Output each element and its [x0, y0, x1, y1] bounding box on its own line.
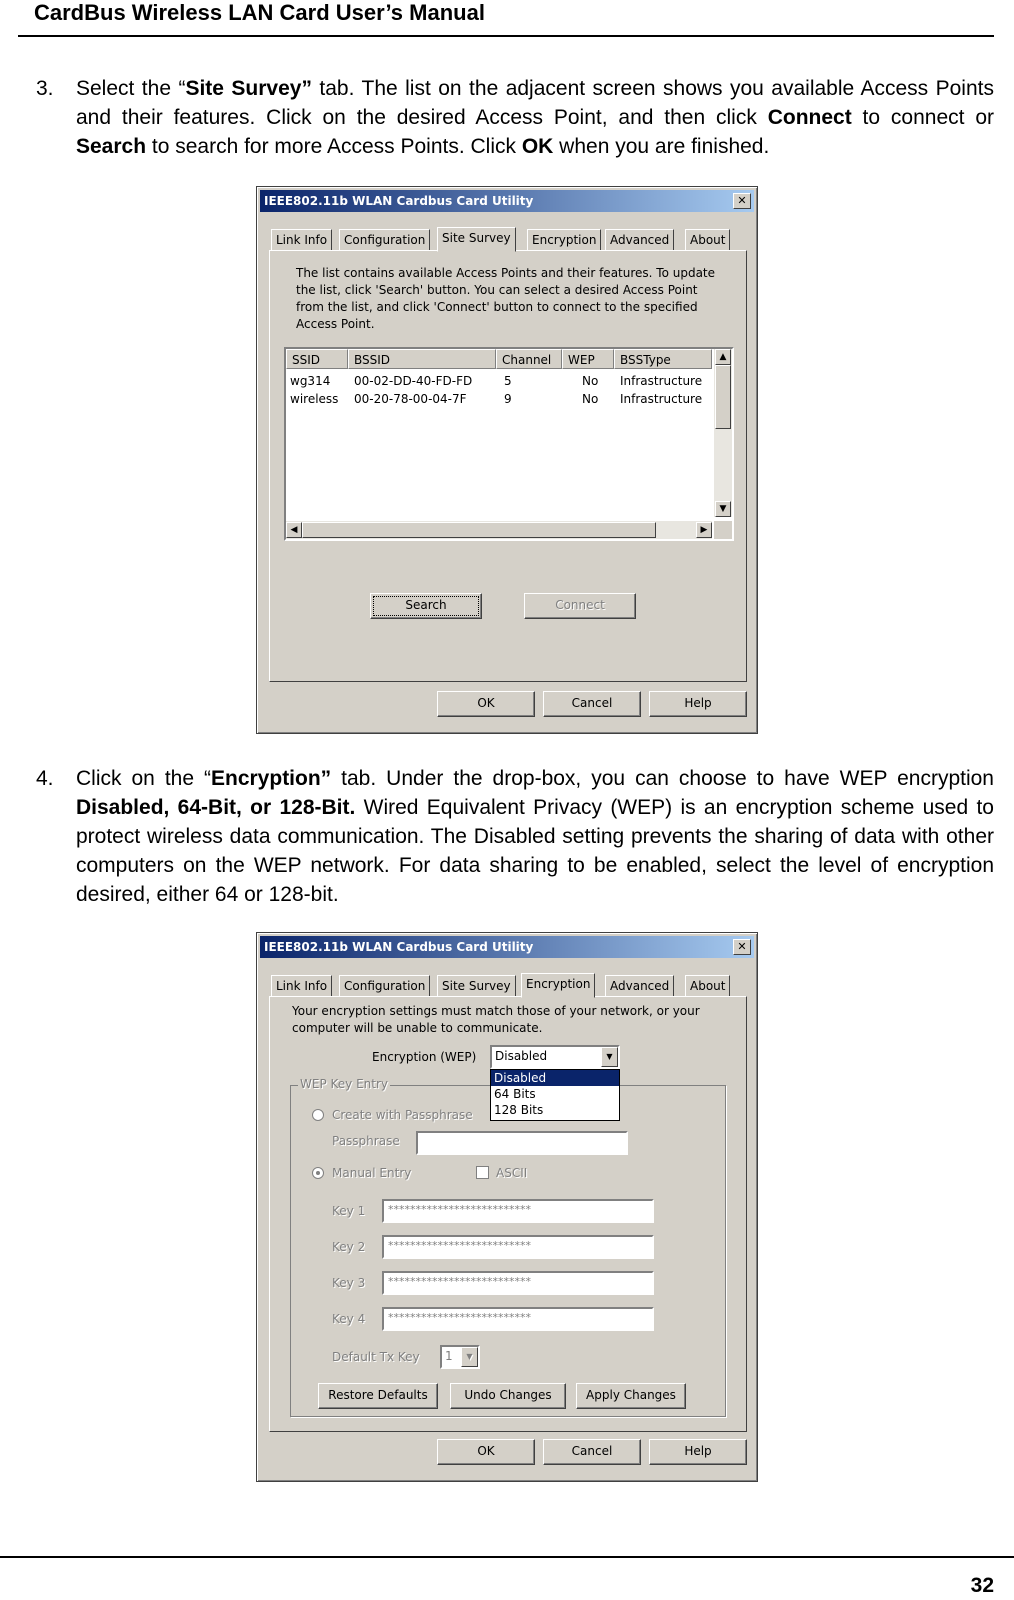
key-4-input[interactable]: ************************** [382, 1307, 654, 1331]
step-4-bold-options: Disabled, 64-Bit, or 128-Bit. [76, 796, 356, 819]
cell-channel: 5 [504, 374, 512, 388]
dialog-title-bar [260, 936, 754, 958]
step-4-text-part: Click on the “ [76, 767, 211, 790]
step-3-text-part: to connect or [851, 106, 994, 129]
search-button[interactable]: Search [370, 593, 482, 619]
tab-site-survey[interactable]: Site Survey [437, 227, 516, 252]
help-button[interactable]: Help [649, 1439, 747, 1465]
wep-option-128[interactable]: 128 Bits [494, 1103, 544, 1117]
encryption-description: Your encryption settings must match those of your network, or your computer will be unable to communicate. [292, 1004, 700, 1035]
tab-about[interactable]: About [685, 229, 730, 251]
key-1-label: Key 1 [332, 1204, 366, 1218]
step-3-bold-ok: OK [521, 135, 554, 158]
horizontal-scroll-thumb[interactable] [302, 522, 656, 538]
header-rule [18, 35, 994, 37]
step-4-text-part: tab. Under the drop-box, you can choose to have WEP encryption [331, 767, 994, 790]
cell-wep: No [582, 392, 599, 406]
step-4-number: 4. [36, 767, 54, 790]
step-3-bold-search: Search [76, 135, 147, 158]
undo-changes-button[interactable]: Undo Changes [450, 1383, 566, 1409]
wep-selected-value: Disabled [495, 1049, 548, 1063]
scroll-right-icon[interactable]: ▶ [696, 522, 712, 538]
cell-bssid: 00-20-78-00-04-7F [354, 392, 467, 406]
help-button[interactable]: Help [649, 691, 747, 717]
chevron-down-icon[interactable]: ▼ [601, 1047, 618, 1067]
column-header-bssid[interactable]: BSSID [348, 349, 496, 369]
step-4-bold-encryption: Encryption” [211, 767, 332, 790]
access-point-list[interactable] [284, 347, 734, 541]
cell-wep: No [582, 374, 599, 388]
dialog-title: IEEE802.11b WLAN Cardbus Card Utility [264, 194, 534, 208]
encryption-panel [269, 996, 747, 1432]
tab-encryption[interactable]: Encryption [521, 973, 595, 998]
ascii-checkbox[interactable] [476, 1166, 489, 1179]
vertical-scroll-thumb[interactable] [715, 365, 731, 429]
cell-bsstype: Infrastructure [620, 374, 703, 388]
ok-button[interactable]: OK [437, 1439, 535, 1465]
tab-advanced[interactable]: Advanced [605, 229, 674, 251]
cell-ssid: wireless [290, 392, 339, 406]
step-3-text [76, 74, 994, 161]
step-3-text-part: to search for more Access Points. Click [146, 135, 522, 158]
scroll-down-icon[interactable]: ▼ [715, 501, 731, 517]
manual-entry-label: Manual Entry [332, 1166, 412, 1180]
manual-header-title: CardBus Wireless LAN Card User’s Manual [34, 0, 485, 25]
site-survey-panel [269, 250, 747, 682]
default-tx-key-value: 1 [445, 1349, 453, 1363]
manual-entry-radio[interactable] [312, 1167, 324, 1179]
step-3-bold-site-survey: Site Survey” [185, 77, 312, 100]
encryption-dialog [256, 932, 758, 1482]
wep-option-64[interactable]: 64 Bits [494, 1087, 536, 1101]
key-3-input[interactable]: ************************** [382, 1271, 654, 1295]
scroll-left-icon[interactable]: ◀ [286, 522, 302, 538]
wep-key-entry-label: WEP Key Entry [300, 1077, 388, 1091]
passphrase-input[interactable] [416, 1131, 628, 1155]
close-icon[interactable]: ✕ [733, 193, 751, 209]
wep-dropdown-list [490, 1069, 620, 1121]
passphrase-radio[interactable] [312, 1109, 324, 1121]
restore-defaults-button[interactable]: Restore Defaults [318, 1383, 438, 1409]
step-3-text-part: when you are finished. [553, 135, 770, 158]
apply-changes-button[interactable]: Apply Changes [576, 1383, 686, 1409]
tab-about[interactable]: About [685, 975, 730, 997]
dialog-title: IEEE802.11b WLAN Cardbus Card Utility [264, 940, 534, 954]
column-header-bsstype[interactable]: BSSType [614, 349, 712, 369]
tab-configuration[interactable]: Configuration [339, 975, 430, 997]
tab-link-info[interactable]: Link Info [271, 229, 332, 251]
step-4-text-part: Wired Equivalent Privacy (WEP) is an encryption scheme used to protect wireless data communication. The Disabled setting prevents the sharing of data with other computers on the WEP network. For data sharing to be enabled, select the level of encryption desired, either 64 or 128-bit. [76, 796, 994, 906]
key-4-label: Key 4 [332, 1312, 366, 1326]
wep-option-disabled[interactable]: Disabled [491, 1070, 619, 1086]
chevron-down-icon[interactable]: ▼ [461, 1347, 478, 1367]
horizontal-scrollbar[interactable] [286, 521, 712, 539]
cell-channel: 9 [504, 392, 512, 406]
tab-site-survey[interactable]: Site Survey [437, 975, 516, 997]
key-1-input[interactable]: ************************** [382, 1199, 654, 1223]
tab-link-info[interactable]: Link Info [271, 975, 332, 997]
tab-encryption[interactable]: Encryption [527, 229, 601, 251]
key-2-label: Key 2 [332, 1240, 366, 1254]
close-icon[interactable]: ✕ [733, 939, 751, 955]
site-survey-description: The list contains available Access Points and their features. To update the list, click 'Search' button. You can select a desired Access Point from the list, and click 'Connect' button to connect to the specified Access Point. [296, 266, 716, 331]
step-3-text-part: tab. The list on the adjacent screen shows you available Access Points and their features. Click on the desired Access Point, and then click [76, 77, 994, 129]
wep-select[interactable] [490, 1045, 620, 1069]
passphrase-radio-label: Create with Passphrase [332, 1108, 473, 1122]
ok-button[interactable]: OK [437, 691, 535, 717]
passphrase-label: Passphrase [332, 1134, 400, 1148]
footer-rule [0, 1556, 1014, 1558]
column-header-wep[interactable]: WEP [562, 349, 614, 369]
tab-configuration[interactable]: Configuration [339, 229, 430, 251]
column-header-channel[interactable]: Channel [496, 349, 562, 369]
cell-bsstype: Infrastructure [620, 392, 703, 406]
cell-ssid: wg314 [290, 374, 331, 388]
cancel-button[interactable]: Cancel [543, 691, 641, 717]
site-survey-dialog [256, 186, 758, 734]
step-4-text [76, 764, 994, 909]
default-tx-key-label: Default Tx Key [332, 1350, 420, 1364]
connect-button[interactable]: Connect [524, 593, 636, 619]
wep-label: Encryption (WEP) [372, 1050, 477, 1064]
scrollbar-corner [714, 521, 732, 539]
step-3-text-part: Select the “ [76, 77, 186, 100]
column-header-ssid[interactable]: SSID [286, 349, 348, 369]
key-3-label: Key 3 [332, 1276, 366, 1290]
tab-advanced[interactable]: Advanced [605, 975, 674, 997]
scroll-up-icon[interactable]: ▲ [715, 349, 731, 365]
dialog-title-bar [260, 190, 754, 212]
step-3-number: 3. [36, 77, 54, 100]
step-3-bold-connect: Connect [767, 106, 852, 129]
ascii-label: ASCII [496, 1166, 528, 1180]
cell-bssid: 00-02-DD-40-FD-FD [354, 374, 473, 388]
page-number: 32 [970, 1574, 994, 1597]
vertical-scrollbar[interactable] [714, 349, 732, 517]
default-tx-key-select[interactable] [440, 1345, 480, 1369]
cancel-button[interactable]: Cancel [543, 1439, 641, 1465]
key-2-input[interactable]: ************************** [382, 1235, 654, 1259]
